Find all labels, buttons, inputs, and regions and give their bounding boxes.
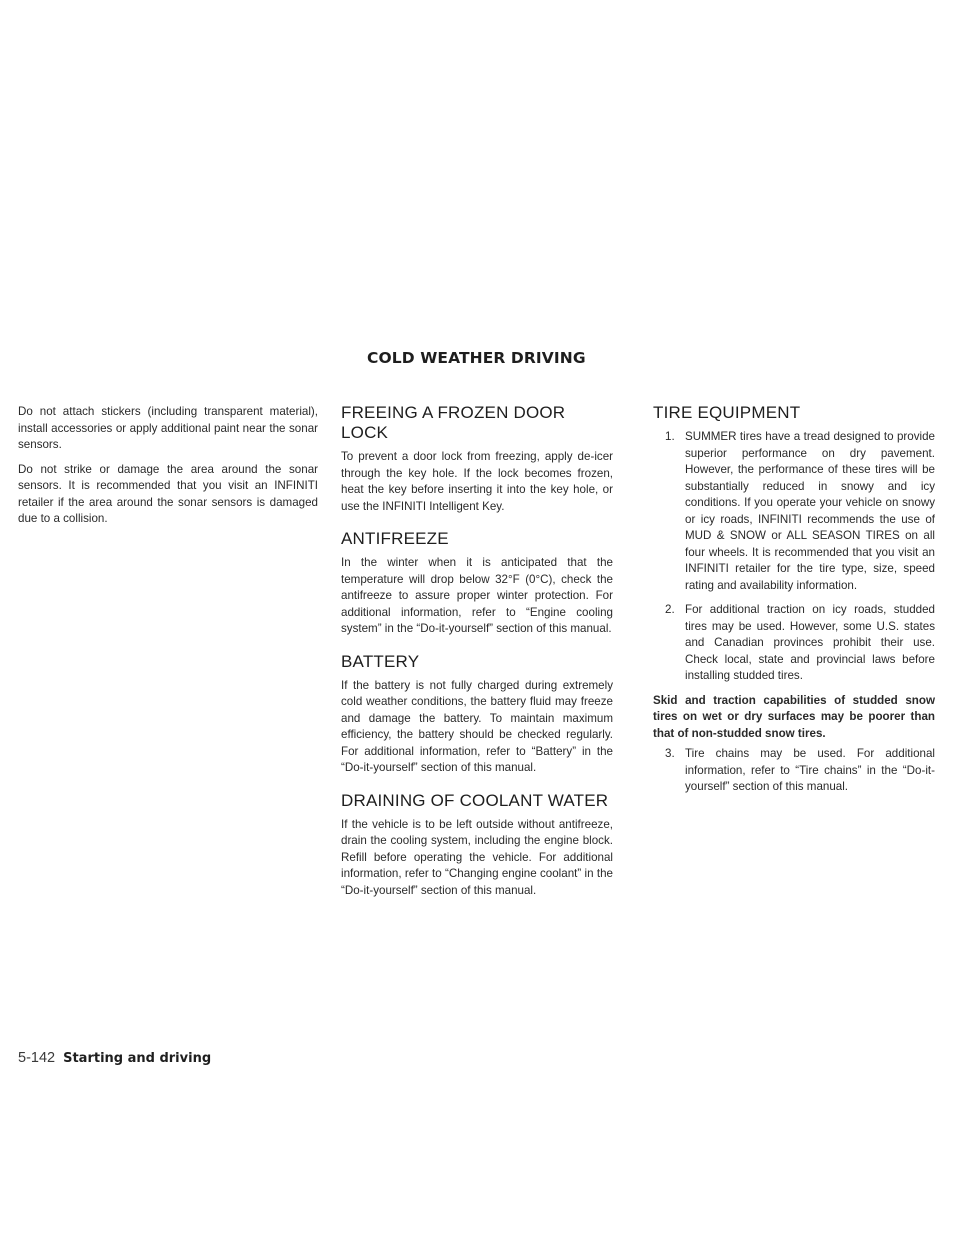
right-column xyxy=(653,403,935,804)
list-item-number: 3. xyxy=(665,747,675,760)
draining-coolant-paragraph: If the vehicle is to be left outside without antifreeze, drain the cooling system, including the engine block. Refill before operating the vehicle. For additional information, refer to “Changing engine coolant” in the “Do-it-yourself” section of this manual. xyxy=(341,817,613,897)
battery-paragraph: If the battery is not fully charged during extremely cold weather conditions, the battery fluid may freeze and damage the battery. To maintain maximum efficiency, the battery should be checked regularly. For additional information, refer to “Battery” in the “Do-it-yourself” section of this manual. xyxy=(341,678,613,774)
list-item xyxy=(653,602,935,685)
sonar-stickers-paragraph: Do not attach stickers (including transparent material), install accessories or apply additional paint near the sonar sensors. xyxy=(18,405,318,451)
heading-antifreeze: ANTIFREEZE xyxy=(341,529,449,548)
middle-column xyxy=(341,403,613,907)
sonar-damage-paragraph: Do not strike or damage the area around the sonar sensors. It is recommended that you visit an INFINITI retailer if the area around the sonar sensors is damaged due to a collision. xyxy=(18,462,318,525)
heading-frozen-door-lock: FREEING A FROZEN DOOR LOCK xyxy=(341,403,566,442)
list-item-number: 1. xyxy=(665,430,675,443)
list-item-text: Tire chains may be used. For additional information, refer to “Tire chains” in the “Do-it-yourself” section of this manual. xyxy=(685,747,935,793)
studded-tires-warning: Skid and traction capabilities of studded snow tires on wet or dry surfaces may be poorer than that of non-studded snow tires. xyxy=(653,693,935,740)
page-footer xyxy=(18,1050,211,1066)
list-item-text: SUMMER tires have a tread designed to provide superior performance on dry pavement. However, the performance of these tires will be substantially reduced in snowy and icy conditions. If you operate your vehicle on snowy or icy roads, INFINITI recommends the use of MUD & SNOW or ALL SEASON TIRES on all four wheels. It is recommended that you visit an INFINITI retailer for the tire type, size, speed rating and availability information. xyxy=(685,430,935,592)
tire-list xyxy=(653,429,935,685)
left-column xyxy=(18,404,318,536)
antifreeze-paragraph: In the winter when it is anticipated that the temperature will drop below 32°F (0°C), check the antifreeze to assure proper winter protection. For additional information, refer to “Engine cooling system” in the “Do-it-yourself” section of this manual. xyxy=(341,556,613,635)
heading-tire-equipment: TIRE EQUIPMENT xyxy=(653,403,801,422)
list-item xyxy=(653,429,935,594)
page-number: 5-142 xyxy=(18,1050,56,1066)
list-item xyxy=(653,746,935,796)
footer-section-name: Starting and driving xyxy=(63,1051,212,1066)
list-item-number: 2. xyxy=(665,603,675,616)
heading-battery: BATTERY xyxy=(341,651,420,671)
list-item-text: For additional traction on icy roads, studded tires may be used. However, some U.S. states and Canadian provinces prohibit their use. Check local, state and provincial laws before installing studded tires. xyxy=(685,603,935,682)
tire-list-continued xyxy=(653,746,935,796)
heading-draining-coolant: DRAINING OF COOLANT WATER xyxy=(341,790,609,810)
frozen-door-lock-paragraph: To prevent a door lock from freezing, apply de-icer through the key hole. If the lock becomes frozen, heat the key before inserting it into the key hole, or use the INFINITI Intelligent Key. xyxy=(341,450,613,513)
section-title: COLD WEATHER DRIVING xyxy=(367,349,586,367)
